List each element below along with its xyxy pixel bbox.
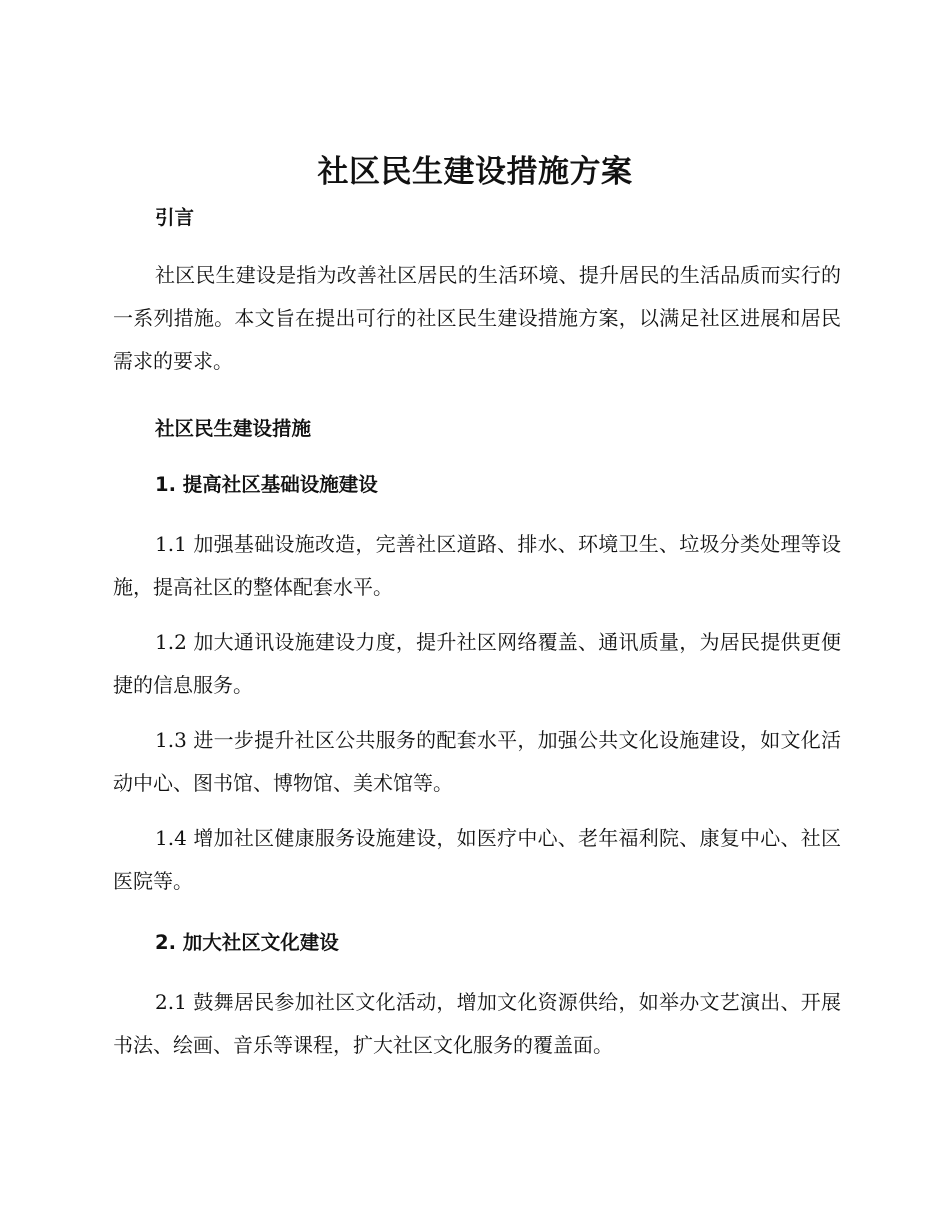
- document-body: [113, 202, 841, 1067]
- section-2-heading: 2. 加大社区文化建设: [155, 931, 339, 954]
- document-title: 社区民生建设措施方案: [317, 154, 633, 190]
- measures-heading: 社区民生建设措施: [155, 417, 312, 440]
- section-1-heading: 1. 提高社区基础设施建设: [155, 473, 378, 496]
- section-1-item-1: 1.1 加强基础设施改造，完善社区道路、排水、环境卫生、垃圾分类处理等设施，提高社区的整体配套水平。: [113, 532, 841, 599]
- section-1-item-2: 1.2 加大通讯设施建设力度，提升社区网络覆盖、通讯质量，为居民提供更便捷的信息服务。: [113, 630, 841, 697]
- section-2-item-1: 2.1 鼓舞居民参加社区文化活动，增加文化资源供给，如举办文艺演出、开展书法、绘画、音乐等课程，扩大社区文化服务的覆盖面。: [113, 990, 841, 1057]
- section-1-item-4: 1.4 增加社区健康服务设施建设，如医疗中心、老年福利院、康复中心、社区医院等。: [113, 826, 841, 893]
- intro-heading: 引言: [155, 206, 195, 229]
- intro-paragraph: 社区民生建设是指为改善社区居民的生活环境、提升居民的生活品质而实行的一系列措施。本文旨在提出可行的社区民生建设措施方案，以满足社区进展和居民需求的要求。: [113, 263, 841, 373]
- section-1-item-3: 1.3 进一步提升社区公共服务的配套水平，加强公共文化设施建设，如文化活动中心、图书馆、博物馆、美术馆等。: [113, 728, 841, 795]
